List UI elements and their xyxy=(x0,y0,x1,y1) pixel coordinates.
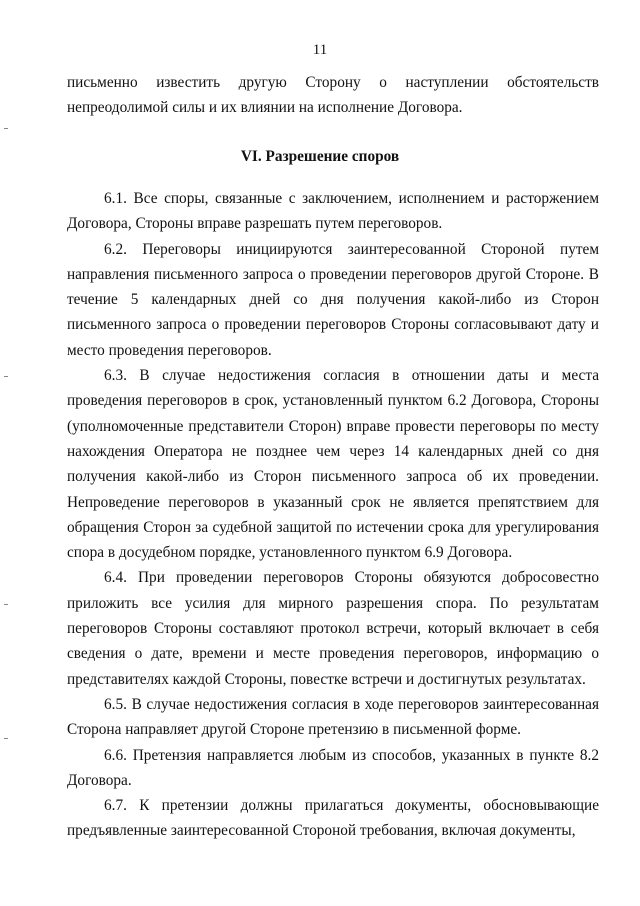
paragraph-6-3: 6.3. В случае недостижения согласия в отношении даты и места проведения переговоров в срок, установленный пунктом 6.2 Договора, Стороны (уполномоченные представители Сторон) вправе провести переговоры по месту нахождения Оператора не позднее чем через 14 календарных дней со дня получения какой-либо из Сторон письменного запроса об их проведении. Непроведение переговоров в указанный срок не является препятствием для обращения Сторон за судебной защитой по истечении срока для урегулирования спора в досудебном порядке, установленного пунктом 6.9 Договора. xyxy=(67,367,599,562)
paragraph-6-2: 6.2. Переговоры инициируются заинтересованной Стороной путем направления письменного запроса о проведении переговоров другой Стороне. В течение 5 календарных дней со дня получения какой-либо из Сторон письменного запроса о проведении переговоров Стороны согласовывают дату и место проведения переговоров. xyxy=(67,240,599,359)
scan-margin-mark xyxy=(4,738,8,739)
continuation-paragraph: письменно известить другую Сторону о наступлении обстоятельств непреодолимой силы и их влиянии на исполнение Договора. xyxy=(67,74,599,117)
section-body xyxy=(67,186,599,844)
section-title: VI. Разрешение споров xyxy=(240,148,400,165)
paragraph-6-5: 6.5. В случае недостижения согласия в ходе переговоров заинтересованная Сторона направляет другой Стороне претензию в письменной форме. xyxy=(67,695,599,739)
scan-margin-mark xyxy=(4,376,8,377)
paragraph-6-4: 6.4. При проведении переговоров Стороны обязуются добросовестно приложить все усилия для мирного разрешения спора. По результатам переговоров Стороны составляют протокол встречи, который включает в себя сведения о дате, времени и месте проведения переговоров, информацию о представителях каждой Стороны, повестке встречи и достигнутых результатах. xyxy=(67,569,599,688)
paragraph-6-6: 6.6. Претензия направляется любым из способов, указанных в пункте 8.2 Договора. xyxy=(67,746,599,789)
scan-margin-mark xyxy=(4,604,8,605)
page-number: 11 xyxy=(312,42,328,58)
scan-margin-mark xyxy=(4,128,8,129)
paragraph-6-1: 6.1. Все споры, связанные с заключением, исполнением и расторжением Договора, Стороны вправе разрешать путем переговоров. xyxy=(67,190,599,233)
paragraph-6-7: 6.7. К претензии должны прилагаться документы, обосновывающие предъявленные заинтересованной Стороной требования, включая документы, xyxy=(67,797,599,840)
continuation-block xyxy=(67,70,599,121)
